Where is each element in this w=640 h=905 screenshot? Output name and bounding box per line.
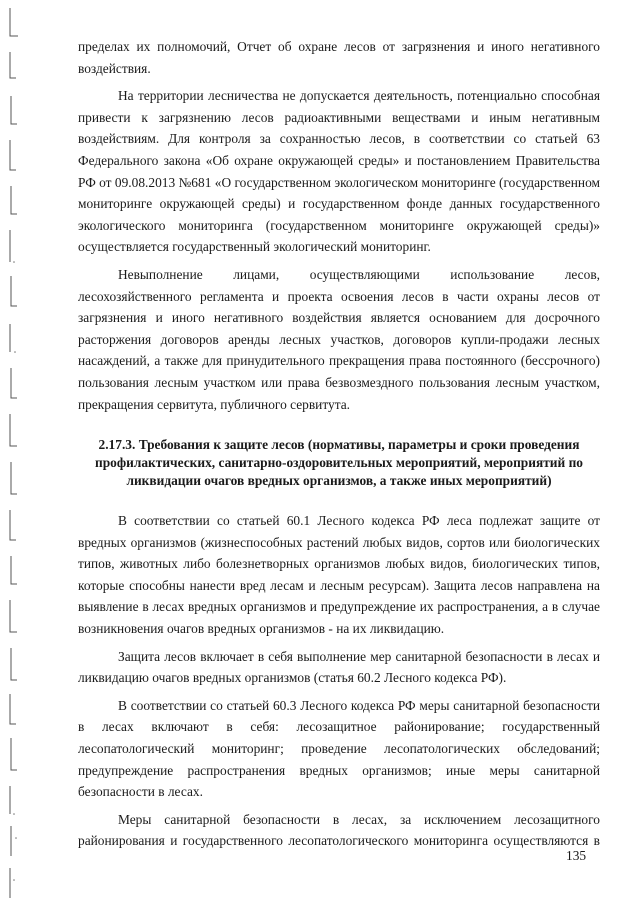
paragraph: Защита лесов включает в себя выполнение мер санитарной безопасности в лесах и ликвидацию очагов вредных организмов (статья 60.2 Лесного кодекса РФ).: [78, 648, 600, 686]
document-body: [78, 36, 600, 852]
binding-marks-graphic: [0, 0, 40, 905]
paragraph: пределах их полномочий, Отчет об охране лесов от загрязнения и иного негативного воздействия.: [78, 39, 600, 76]
scan-binding-marks: [0, 0, 40, 905]
paragraph: Невыполнение лицами, осуществляющими использование лесов, лесохозяйственного регламента и проекта освоения лесов в части охраны лесов от загрязнения и иного негативного воздействия является основанием для досрочного расторжения договоров аренды лесных участков, договоров купли-продажи лесных насаждений, а также для принудительного прекращения права постоянного (бессрочного) пользования лесным участком или права безвозмездного пользования лесным участком, прекращения сервитута, публичного сервитута.: [78, 266, 600, 412]
paragraph: В соответствии со статьей 60.3 Лесного кодекса РФ меры санитарной безопасности в лесах включают в себя: лесозащитное районирование; государственный лесопатологический мониторинг; проведение лесопатологических обследований; предупреждение распространения вредных организмов; иные меры санитарной безопасности в лесах.: [78, 697, 600, 800]
page-number: 135: [566, 848, 587, 863]
paragraph: На территории лесничества не допускается деятельность, потенциально способная привести к загрязнению лесов радиоактивными веществами и иным негативным воздействиям. Для контроля за сохранностью лесов, в соответствии со статьей 63 Федерального закона «Об охране окружающей среды» и постановлением Правительства РФ от 09.08.2013 №681 «О государственном экологическом мониторинге (государственном мониторинге окружающей среды) и государственном фонде данных государственного экологического мониторинга (государственном мониторинге окружающей среды)» осуществляется государственный экологический мониторинг.: [78, 88, 600, 255]
paragraph: Меры санитарной безопасности в лесах, за исключением лесозащитного районирования и государственного лесопатологического мониторинга осуществляются в: [78, 811, 600, 849]
paragraph: В соответствии со статьей 60.1 Лесного кодекса РФ леса подлежат защите от вредных организмов (жизнеспособных растений любых видов, сортов или биологических типов, животных либо болезнетворных организмов любых видов, биологических типов, которые способны нанести вред лесам и лесным ресурсам). Защита лесов направлена на выявление в лесах вредных организмов и предупреждение их распространения, а в случае возникновения очагов вредных организмов - на их ликвидацию.: [78, 513, 600, 637]
section-heading: 2.17.3. Требования к защите лесов (нормативы, параметры и сроки проведения профилактических, санитарно-оздоровительных мероприятий, мероприятий по ликвидации очагов вредных организмов, а также иных мероприятий): [95, 437, 583, 489]
